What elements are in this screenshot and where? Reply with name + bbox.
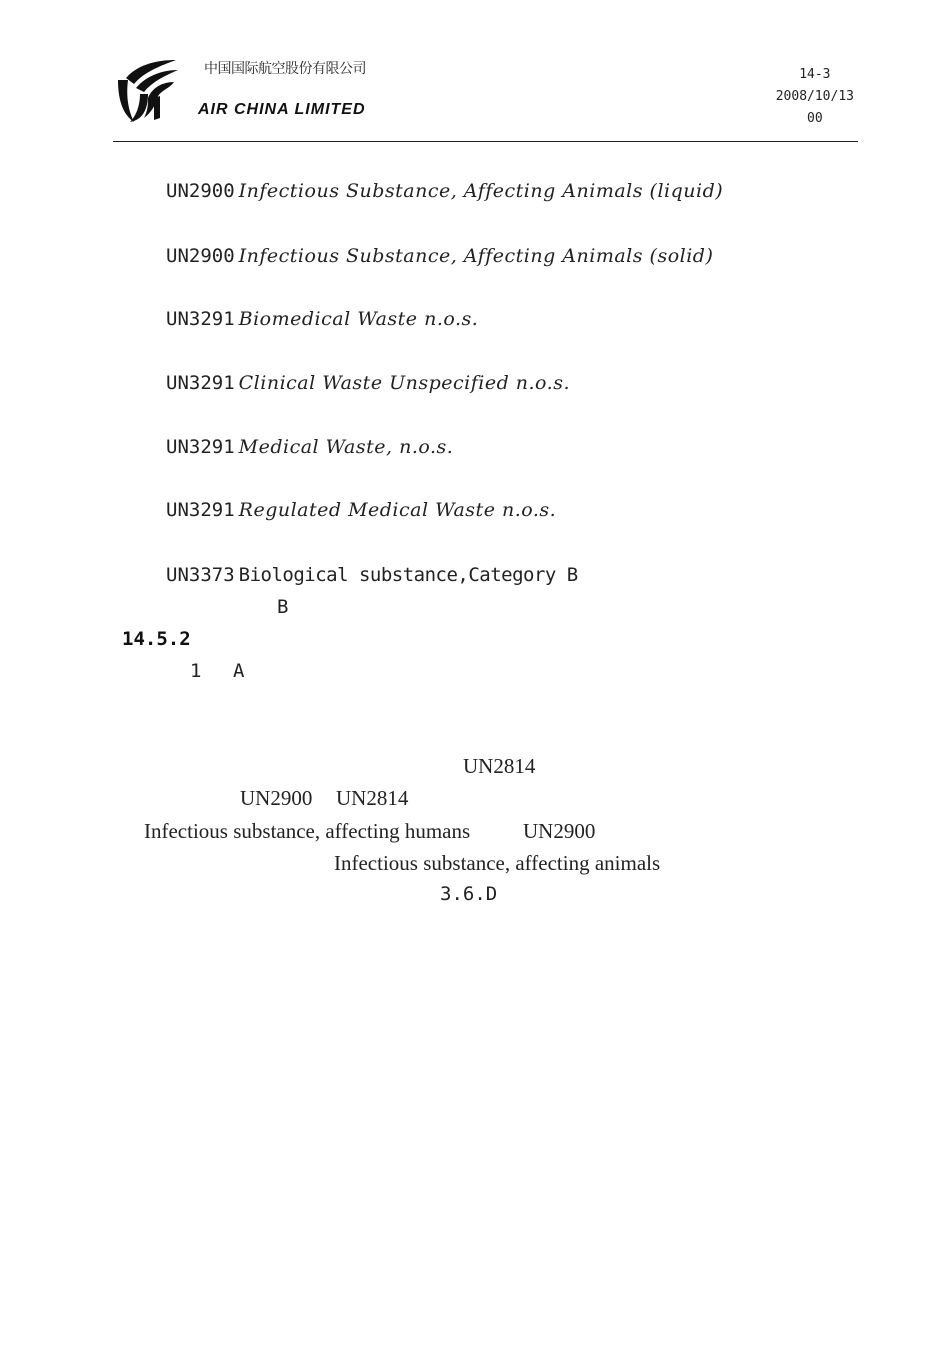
un-code: UN3291 <box>166 308 235 330</box>
humans-shipping-name: Infectious substance, affecting humans <box>144 819 471 843</box>
category-a-label: A <box>233 660 245 682</box>
air-china-phoenix-logo-icon <box>112 58 180 126</box>
entry-description: Infectious Substance, Affecting Animals (solid) <box>238 245 714 267</box>
category-b-label: B <box>277 596 289 618</box>
un2900-reference: UN2900 <box>240 786 313 810</box>
page-header <box>0 0 950 142</box>
animals-shipping-name: Infectious substance, affecting animals <box>334 851 661 875</box>
un-code: UN3291 <box>166 499 235 521</box>
entry-description: Clinical Waste Unspecified n.o.s. <box>238 372 570 394</box>
un-code: UN3291 <box>166 436 235 458</box>
entry-description: Biological substance,Category B <box>238 564 578 586</box>
entry-description: Regulated Medical Waste n.o.s. <box>238 499 557 521</box>
un2900-reference: UN2900 <box>523 819 596 843</box>
un-entry <box>166 180 723 202</box>
un2814-reference: UN2814 <box>463 754 536 778</box>
cross-reference: 3.6.D <box>440 883 498 905</box>
section-code: 14-3 <box>799 67 831 82</box>
section-heading-number: 14.5.2 <box>122 628 191 650</box>
un-entry <box>166 245 713 267</box>
un-entry <box>166 436 453 458</box>
un-code: UN2900 <box>166 245 235 267</box>
un2814-reference: UN2814 <box>336 786 409 810</box>
document-meta <box>776 64 854 130</box>
entry-description: Medical Waste, n.o.s. <box>238 436 454 458</box>
un-entry <box>166 372 570 394</box>
header-divider <box>113 141 858 142</box>
company-name-english: AIR CHINA LIMITED <box>198 101 366 118</box>
un-entry <box>166 499 556 521</box>
un-entry <box>166 564 578 586</box>
revision-number: 00 <box>807 111 823 126</box>
un-entry <box>166 308 478 330</box>
list-item-number: 1 <box>190 660 202 682</box>
un-code: UN2900 <box>166 180 235 202</box>
un-code: UN3291 <box>166 372 235 394</box>
entry-description: Biomedical Waste n.o.s. <box>238 308 479 330</box>
revision-date: 2008/10/13 <box>775 89 854 104</box>
company-name-chinese: 中国国际航空股份有限公司 <box>204 61 366 77</box>
un-code: UN3373 <box>166 564 235 586</box>
entry-description: Infectious Substance, Affecting Animals (liquid) <box>238 180 724 202</box>
